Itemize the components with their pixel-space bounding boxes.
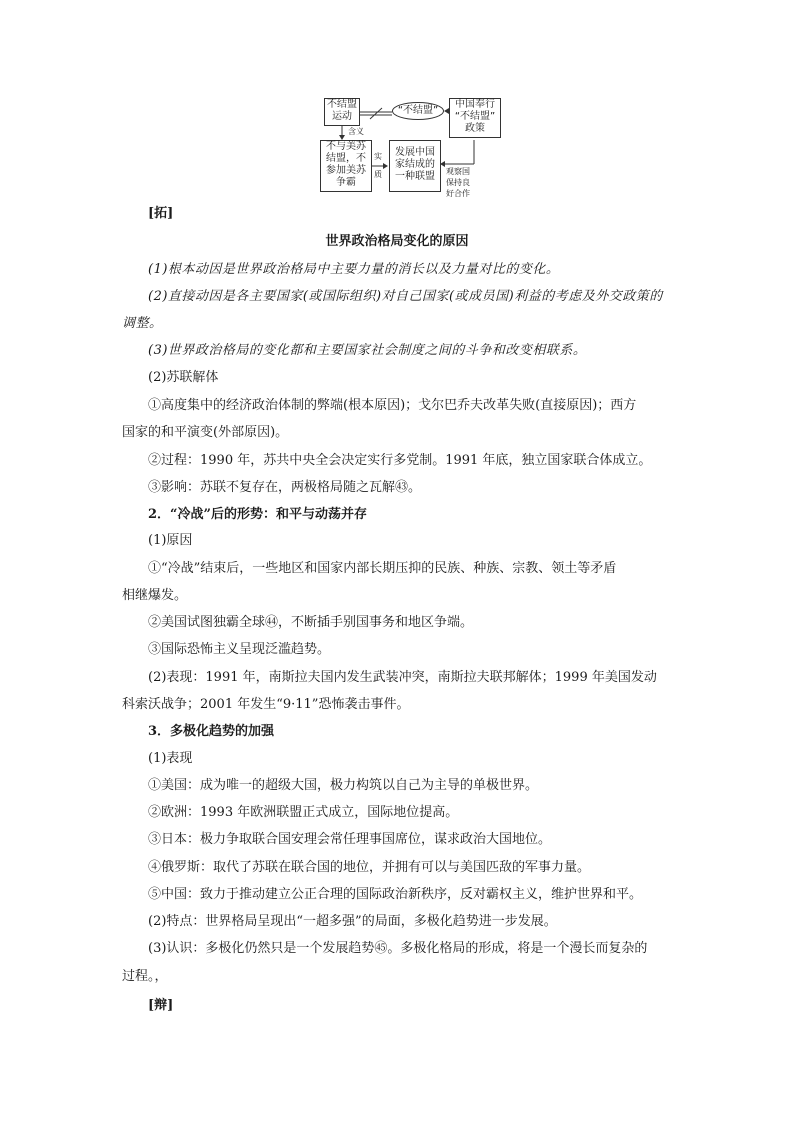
body-line: ①美国：成为唯一的超级大国，极力构筑以自己为主导的单极世界。 [148, 778, 539, 793]
box-line: 结盟，不 [326, 153, 366, 164]
label-text: 保持良 [446, 178, 470, 187]
section2-heading: 2．“冷战”后的形势：和平与动荡并存 [148, 507, 368, 522]
body-line: 科索沃战争；2001 年发生“9·11”恐怖袭击事件。 [122, 697, 410, 712]
body-line: ③影响：苏联不复存在，两极格局随之瓦解㊸。 [148, 480, 422, 495]
box-essence [389, 140, 441, 192]
box-line: 不与美苏 [326, 141, 366, 152]
tuo-label: [拓] [148, 206, 174, 221]
note-line: (3)世界政治格局的变化都和主要国家社会制度之间的斗争和改变相联系。 [148, 343, 587, 358]
box-china-policy [449, 98, 501, 138]
box-line: 不结盟 [327, 99, 357, 110]
body-line: ③国际恐怖主义呈现泛滥趋势。 [148, 642, 331, 657]
bian-label: [辩] [148, 998, 174, 1013]
body-line: ⑤中国：致力于推动建立公正合理的国际政治新秩序，反对霸权主义，维护世界和平。 [148, 887, 643, 902]
box-line: 运动 [332, 111, 352, 122]
label-text: 观察国 [446, 167, 470, 176]
box-line: 发展中国 [395, 147, 435, 158]
label-text: 质 [374, 170, 382, 179]
label-shizhi [374, 152, 382, 180]
box-line: 政策 [465, 123, 485, 134]
box-line: 中国奉行 [455, 99, 495, 110]
concept-diagram [318, 94, 508, 198]
biaoxian-heading: (1)表现 [148, 751, 193, 766]
note-line: 调整。 [122, 316, 163, 331]
label-observer [446, 166, 470, 199]
section3-heading: 3．多极化趋势的加强 [148, 724, 275, 739]
note-line: (1)根本动因是世界政治格局中主要力量的消长以及力量对比的变化。 [148, 262, 560, 277]
note-line: (2)直接动因是各主要国家(或国际组织)对自己国家(或成员国)利益的考虑及外交政策的 [148, 289, 663, 304]
body-line: ②欧洲：1993 年欧洲联盟正式成立，国际地位提高。 [148, 805, 459, 820]
body-line: ④俄罗斯：取代了苏联在联合国的地位，并拥有可以与美国匹敌的军事力量。 [148, 860, 591, 875]
body-line: ①高度集中的经济政治体制的弊端(根本原因)；戈尔巴乔夫改革失败(直接原因)；西方 [148, 398, 637, 413]
box-line: 争霸 [336, 177, 356, 188]
body-line: (2)表现：1991 年，南斯拉夫国内发生武装冲突，南斯拉夫联邦解体；1999 年美国发动 [148, 670, 657, 685]
label-text: 好合作 [446, 189, 470, 198]
box-bujiemeng-yundong [324, 98, 360, 126]
body-line: 过程。， [122, 969, 168, 984]
oval-text: “不结盟” [397, 105, 439, 116]
body-line: ③日本：极力争取联合国安理会常任理事国席位，谋求政治大国地位。 [148, 832, 552, 847]
box-line: 参加美苏 [326, 165, 366, 176]
body-line: (2)特点：世界格局呈现出“一超多强”的局面，多极化趋势进一步发展。 [148, 914, 557, 929]
body-line: 相继爆发。 [122, 588, 188, 603]
label-hanyi [348, 127, 364, 137]
body-line: ②过程：1990 年，苏共中央全会决定实行多党制。1991 年底，独立国家联合体成立。 [148, 453, 652, 468]
body-line: (3)认识：多极化仍然只是一个发展趋势㊺。多极化格局的形成，将是一个漫长而复杂的 [148, 941, 648, 956]
box-line: 家结成的 [395, 159, 435, 170]
section-title: 世界政治格局变化的原因 [325, 234, 469, 249]
body-line: ①“冷战”结束后，一些地区和国家内部长期压抑的民族、种族、宗教、领土等矛盾 [148, 561, 617, 576]
body-line: 国家的和平演变(外部原因)。 [122, 425, 289, 440]
sulian-heading: (2)苏联解体 [148, 370, 219, 385]
oval-bujiemeng [392, 102, 444, 120]
label-text: 实 [374, 152, 382, 161]
box-line: “不结盟” [454, 111, 496, 122]
label-text: 含义 [348, 127, 364, 136]
box-line: 一种联盟 [395, 171, 435, 182]
box-meaning [320, 140, 372, 192]
yuanyin-heading: (1)原因 [148, 533, 193, 548]
body-line: ②美国试图独霸全球㊹，不断插手别国事务和地区争端。 [148, 615, 474, 630]
